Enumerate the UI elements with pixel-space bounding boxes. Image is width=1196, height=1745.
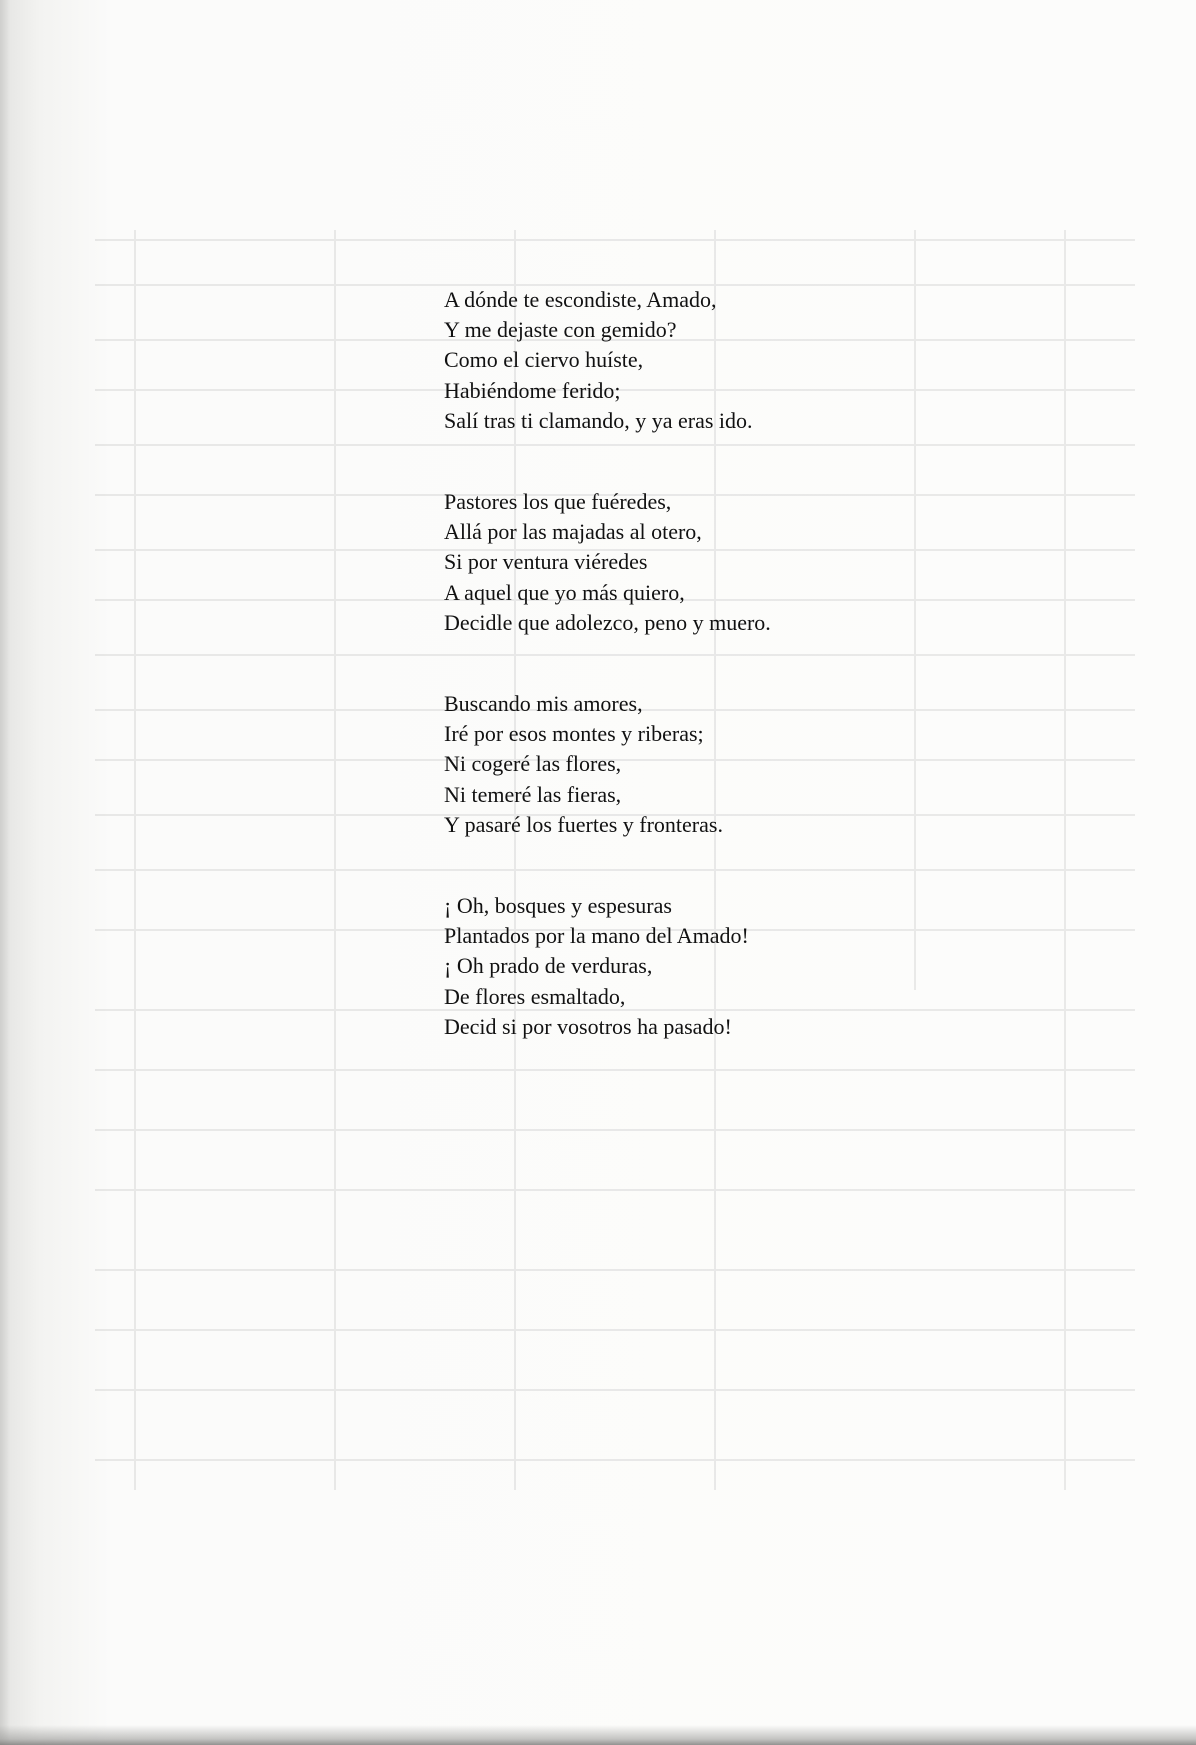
poem-line: Salí tras ti clamando, y ya eras ido. — [444, 407, 753, 433]
poem-line: Como el ciervo huíste, — [444, 347, 644, 373]
poem-line: Iré por esos montes y riberas; — [444, 721, 704, 747]
poem-line: Decidle que adolezco, peno y muero. — [444, 609, 771, 635]
poem-line: Ni temeré las fieras, — [444, 781, 622, 807]
poem-line: A aquel que yo más quiero, — [444, 579, 685, 605]
page-left-edge-shadow — [0, 0, 10, 1745]
stanza-1 — [444, 285, 964, 436]
poem-line: Decid si por vosotros ha pasado! — [444, 1013, 732, 1039]
poem-line: A dónde te escondiste, Amado, — [444, 287, 717, 312]
poem-line: Habiéndome ferido; — [444, 377, 621, 403]
stanza-3 — [444, 689, 964, 840]
poem-line: Pastores los que fuéredes, — [444, 489, 672, 515]
poem-line: ¡ Oh prado de verduras, — [444, 953, 653, 979]
poem-line: Ni cogeré las flores, — [444, 751, 622, 777]
poem-line: Plantados por la mano del Amado! — [444, 923, 749, 949]
poem-line: Y pasaré los fuertes y fronteras. — [444, 811, 723, 837]
poem-line: Y me dejaste con gemido? — [444, 317, 677, 343]
stanza-2 — [444, 487, 964, 638]
stanza-4 — [444, 891, 964, 1042]
poem — [444, 285, 964, 1093]
poem-line: Si por ventura viéredes — [444, 549, 648, 575]
poem-line: Allá por las majadas al otero, — [444, 519, 702, 545]
page-bottom-shadow — [0, 1725, 1196, 1745]
poem-line: De flores esmaltado, — [444, 983, 626, 1009]
poem-line: Buscando mis amores, — [444, 691, 643, 717]
poem-line: ¡ Oh, bosques y espesuras — [444, 893, 672, 919]
